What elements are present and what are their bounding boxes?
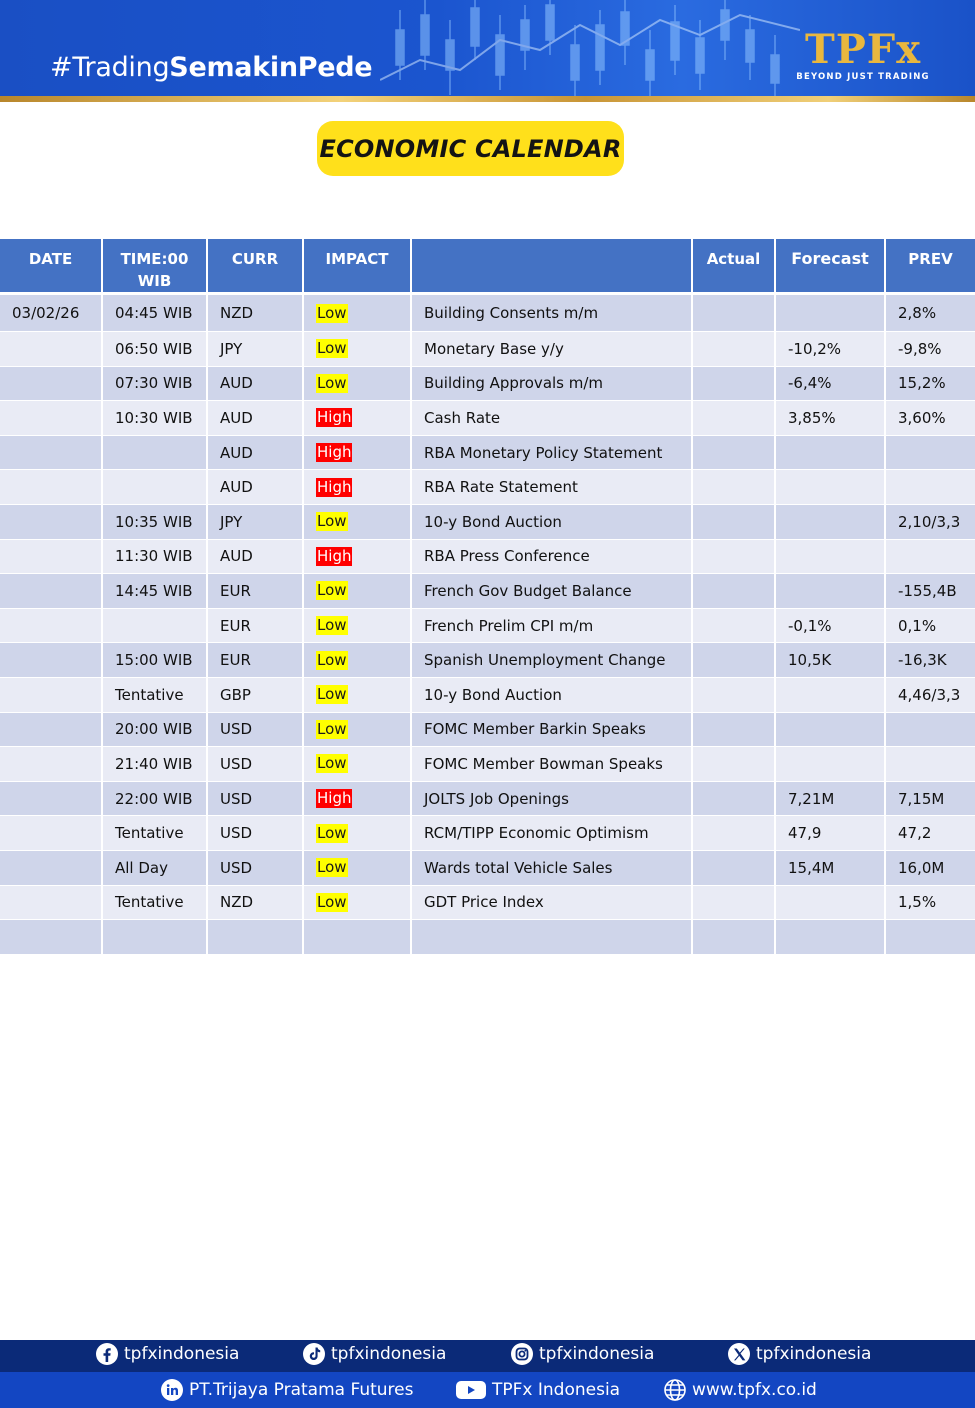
cell-event: RCM/TIPP Economic Optimism <box>412 816 693 851</box>
cell-forecast <box>776 540 886 575</box>
cell-time: 07:30 WIB <box>103 367 208 402</box>
cell-prev <box>886 713 975 748</box>
table-row <box>0 886 975 921</box>
cell-prev: 47,2 <box>886 816 975 851</box>
table-row <box>0 782 975 817</box>
table-row <box>0 505 975 540</box>
impact-badge: Low <box>317 303 347 322</box>
impact-badge: Low <box>317 339 347 358</box>
cell-event: Monetary Base y/y <box>412 332 693 367</box>
cell-impact <box>304 505 412 540</box>
tiktok-link[interactable]: tpfxindonesia <box>302 1342 446 1366</box>
table-row <box>0 367 975 402</box>
impact-badge: Low <box>317 754 347 773</box>
footer-contact-bar <box>0 1372 975 1408</box>
table-row <box>0 401 975 436</box>
cell-time: 10:30 WIB <box>103 401 208 436</box>
table-row <box>0 713 975 748</box>
cell-time <box>103 470 208 505</box>
cell-actual <box>693 816 776 851</box>
cell-date <box>0 540 103 575</box>
cell-prev <box>886 747 975 782</box>
facebook-icon <box>95 1342 119 1366</box>
cell-forecast <box>776 678 886 713</box>
table-row <box>0 295 975 332</box>
table-row <box>0 643 975 678</box>
table-row <box>0 816 975 851</box>
facebook-link[interactable]: tpfxindonesia <box>95 1342 239 1366</box>
table-row <box>0 540 975 575</box>
cell-time <box>103 609 208 644</box>
cell-actual <box>693 747 776 782</box>
cell-actual <box>693 920 776 955</box>
cell-actual <box>693 401 776 436</box>
cell-event: French Gov Budget Balance <box>412 574 693 609</box>
cell-date <box>0 747 103 782</box>
cell-time: 15:00 WIB <box>103 643 208 678</box>
cell-impact <box>304 782 412 817</box>
cell-currency: EUR <box>208 643 304 678</box>
impact-badge: Low <box>317 858 347 877</box>
cell-currency: USD <box>208 782 304 817</box>
instagram-icon <box>510 1342 534 1366</box>
cell-currency: EUR <box>208 574 304 609</box>
cell-time: 10:35 WIB <box>103 505 208 540</box>
cell-prev: -9,8% <box>886 332 975 367</box>
cell-date <box>0 505 103 540</box>
cell-currency: EUR <box>208 609 304 644</box>
tiktok-icon <box>302 1342 326 1366</box>
table-row <box>0 920 975 955</box>
cell-event: JOLTS Job Openings <box>412 782 693 817</box>
logo-tagline: BEYOND JUST TRADING <box>796 72 930 82</box>
table-row <box>0 609 975 644</box>
table-row <box>0 851 975 886</box>
cell-date <box>0 574 103 609</box>
cell-date <box>0 886 103 921</box>
cell-currency: AUD <box>208 436 304 471</box>
cell-forecast: 3,85% <box>776 401 886 436</box>
cell-time: 22:00 WIB <box>103 782 208 817</box>
cell-date <box>0 851 103 886</box>
cell-impact <box>304 295 412 332</box>
cell-prev: -16,3K <box>886 643 975 678</box>
cell-impact <box>304 609 412 644</box>
cell-impact <box>304 851 412 886</box>
economic-calendar-table <box>0 239 975 955</box>
title-badge <box>317 121 624 176</box>
header-prev: PREV <box>886 239 975 295</box>
cell-event: RBA Rate Statement <box>412 470 693 505</box>
cell-forecast: 10,5K <box>776 643 886 678</box>
cell-prev: 2,8% <box>886 295 975 332</box>
cell-impact <box>304 886 412 921</box>
cell-impact <box>304 470 412 505</box>
cell-forecast <box>776 295 886 332</box>
cell-date <box>0 436 103 471</box>
cell-forecast <box>776 436 886 471</box>
cell-impact <box>304 643 412 678</box>
cell-time: Tentative <box>103 886 208 921</box>
cell-time: 20:00 WIB <box>103 713 208 748</box>
cell-date <box>0 713 103 748</box>
cell-forecast <box>776 470 886 505</box>
tpfx-logo <box>793 26 933 82</box>
impact-badge: Low <box>317 892 347 911</box>
impact-badge: Low <box>317 823 347 842</box>
cell-date <box>0 816 103 851</box>
cell-impact <box>304 747 412 782</box>
cell-prev: 4,46/3,3 <box>886 678 975 713</box>
cell-forecast: -6,4% <box>776 367 886 402</box>
cell-actual <box>693 678 776 713</box>
cell-actual <box>693 505 776 540</box>
youtube-icon <box>455 1378 487 1402</box>
impact-badge: High <box>317 546 352 565</box>
header-date: DATE <box>0 239 103 295</box>
logo-wordmark: TPFx <box>804 26 922 73</box>
cell-time <box>103 920 208 955</box>
cell-time: 14:45 WIB <box>103 574 208 609</box>
cell-impact <box>304 436 412 471</box>
cell-time: Tentative <box>103 678 208 713</box>
impact-badge: High <box>317 477 352 496</box>
cell-impact <box>304 920 412 955</box>
table-row <box>0 747 975 782</box>
cell-time: 11:30 WIB <box>103 540 208 575</box>
impact-badge: Low <box>317 685 347 704</box>
cell-currency: JPY <box>208 505 304 540</box>
cell-forecast: 15,4M <box>776 851 886 886</box>
cell-actual <box>693 782 776 817</box>
cell-date <box>0 920 103 955</box>
page-title: ECONOMIC CALENDAR <box>319 134 622 163</box>
cell-actual <box>693 540 776 575</box>
cell-prev: 16,0M <box>886 851 975 886</box>
cell-forecast <box>776 505 886 540</box>
instagram-link[interactable]: tpfxindonesia <box>510 1342 654 1366</box>
cell-event: French Prelim CPI m/m <box>412 609 693 644</box>
cell-actual <box>693 609 776 644</box>
cell-actual <box>693 470 776 505</box>
impact-badge: High <box>317 789 352 808</box>
globe-icon <box>663 1378 687 1402</box>
cell-impact <box>304 816 412 851</box>
cell-currency: USD <box>208 713 304 748</box>
impact-badge: Low <box>317 581 347 600</box>
cell-prev: 3,60% <box>886 401 975 436</box>
x-link[interactable]: tpfxindonesia <box>727 1342 871 1366</box>
cell-event: FOMC Member Barkin Speaks <box>412 713 693 748</box>
cell-event: 10-y Bond Auction <box>412 678 693 713</box>
header-forecast: Forecast <box>776 239 886 295</box>
cell-currency: AUD <box>208 540 304 575</box>
cell-actual <box>693 436 776 471</box>
cell-forecast <box>776 747 886 782</box>
impact-badge: Low <box>317 616 347 635</box>
header-event <box>412 239 693 295</box>
cell-date: 03/02/26 <box>0 295 103 332</box>
linkedin-link[interactable]: PT.Trijaya Pratama Futures <box>160 1378 413 1402</box>
cell-currency: USD <box>208 747 304 782</box>
cell-event: GDT Price Index <box>412 886 693 921</box>
cell-impact <box>304 574 412 609</box>
youtube-link[interactable]: TPFx Indonesia <box>455 1378 620 1402</box>
table-row <box>0 436 975 471</box>
cell-impact <box>304 332 412 367</box>
cell-currency: AUD <box>208 401 304 436</box>
hashtag-slogan: #TradingSemakinPede <box>50 52 373 83</box>
cell-event <box>412 920 693 955</box>
cell-actual <box>693 367 776 402</box>
cell-prev <box>886 436 975 471</box>
header-currency: CURR <box>208 239 304 295</box>
cell-currency: GBP <box>208 678 304 713</box>
header-time: TIME:00 WIB <box>103 239 208 295</box>
cell-currency: USD <box>208 851 304 886</box>
cell-time: Tentative <box>103 816 208 851</box>
cell-forecast: 7,21M <box>776 782 886 817</box>
cell-currency: AUD <box>208 367 304 402</box>
cell-actual <box>693 574 776 609</box>
cell-currency: NZD <box>208 886 304 921</box>
impact-badge: High <box>317 408 352 427</box>
cell-actual <box>693 332 776 367</box>
cell-event: Building Approvals m/m <box>412 367 693 402</box>
cell-prev: 15,2% <box>886 367 975 402</box>
cell-event: 10-y Bond Auction <box>412 505 693 540</box>
cell-currency: NZD <box>208 295 304 332</box>
cell-event: RBA Monetary Policy Statement <box>412 436 693 471</box>
cell-date <box>0 401 103 436</box>
cell-actual <box>693 713 776 748</box>
impact-badge: Low <box>317 650 347 669</box>
cell-prev <box>886 920 975 955</box>
cell-event: FOMC Member Bowman Speaks <box>412 747 693 782</box>
cell-actual <box>693 851 776 886</box>
cell-currency <box>208 920 304 955</box>
table-row <box>0 470 975 505</box>
cell-event: Cash Rate <box>412 401 693 436</box>
header-banner <box>0 0 975 98</box>
cell-forecast: 47,9 <box>776 816 886 851</box>
cell-time: 06:50 WIB <box>103 332 208 367</box>
candlestick-chart-decoration <box>380 0 800 98</box>
cell-date <box>0 609 103 644</box>
impact-badge: Low <box>317 719 347 738</box>
cell-forecast <box>776 713 886 748</box>
cell-prev <box>886 540 975 575</box>
cell-forecast: -0,1% <box>776 609 886 644</box>
cell-prev: 1,5% <box>886 886 975 921</box>
cell-event: Wards total Vehicle Sales <box>412 851 693 886</box>
cell-time: All Day <box>103 851 208 886</box>
table-row <box>0 678 975 713</box>
cell-impact <box>304 678 412 713</box>
cell-prev: 7,15M <box>886 782 975 817</box>
cell-currency: JPY <box>208 332 304 367</box>
cell-forecast: -10,2% <box>776 332 886 367</box>
cell-time: 21:40 WIB <box>103 747 208 782</box>
cell-impact <box>304 401 412 436</box>
cell-currency: USD <box>208 816 304 851</box>
cell-actual <box>693 295 776 332</box>
cell-actual <box>693 886 776 921</box>
cell-prev <box>886 470 975 505</box>
cell-impact <box>304 713 412 748</box>
cell-event: Building Consents m/m <box>412 295 693 332</box>
footer-social-bar <box>0 1340 975 1372</box>
impact-badge: High <box>317 443 352 462</box>
cell-date <box>0 470 103 505</box>
impact-badge: Low <box>317 512 347 531</box>
cell-forecast <box>776 886 886 921</box>
header-actual: Actual <box>693 239 776 295</box>
cell-date <box>0 782 103 817</box>
cell-forecast <box>776 574 886 609</box>
cell-impact <box>304 540 412 575</box>
cell-forecast <box>776 920 886 955</box>
table-row <box>0 332 975 367</box>
table-header-row <box>0 239 975 295</box>
cell-date <box>0 678 103 713</box>
cell-prev: -155,4B <box>886 574 975 609</box>
linkedin-icon <box>160 1378 184 1402</box>
cell-impact <box>304 367 412 402</box>
website-link[interactable]: www.tpfx.co.id <box>663 1378 817 1402</box>
cell-event: RBA Press Conference <box>412 540 693 575</box>
cell-time <box>103 436 208 471</box>
header-impact: IMPACT <box>304 239 412 295</box>
cell-actual <box>693 643 776 678</box>
cell-date <box>0 643 103 678</box>
cell-event: Spanish Unemployment Change <box>412 643 693 678</box>
cell-prev: 2,10/3,3 <box>886 505 975 540</box>
cell-date <box>0 367 103 402</box>
cell-date <box>0 332 103 367</box>
cell-time: 04:45 WIB <box>103 295 208 332</box>
x-icon <box>727 1342 751 1366</box>
table-row <box>0 574 975 609</box>
cell-prev: 0,1% <box>886 609 975 644</box>
impact-badge: Low <box>317 373 347 392</box>
header-gold-stripe <box>0 96 975 102</box>
cell-currency: AUD <box>208 470 304 505</box>
